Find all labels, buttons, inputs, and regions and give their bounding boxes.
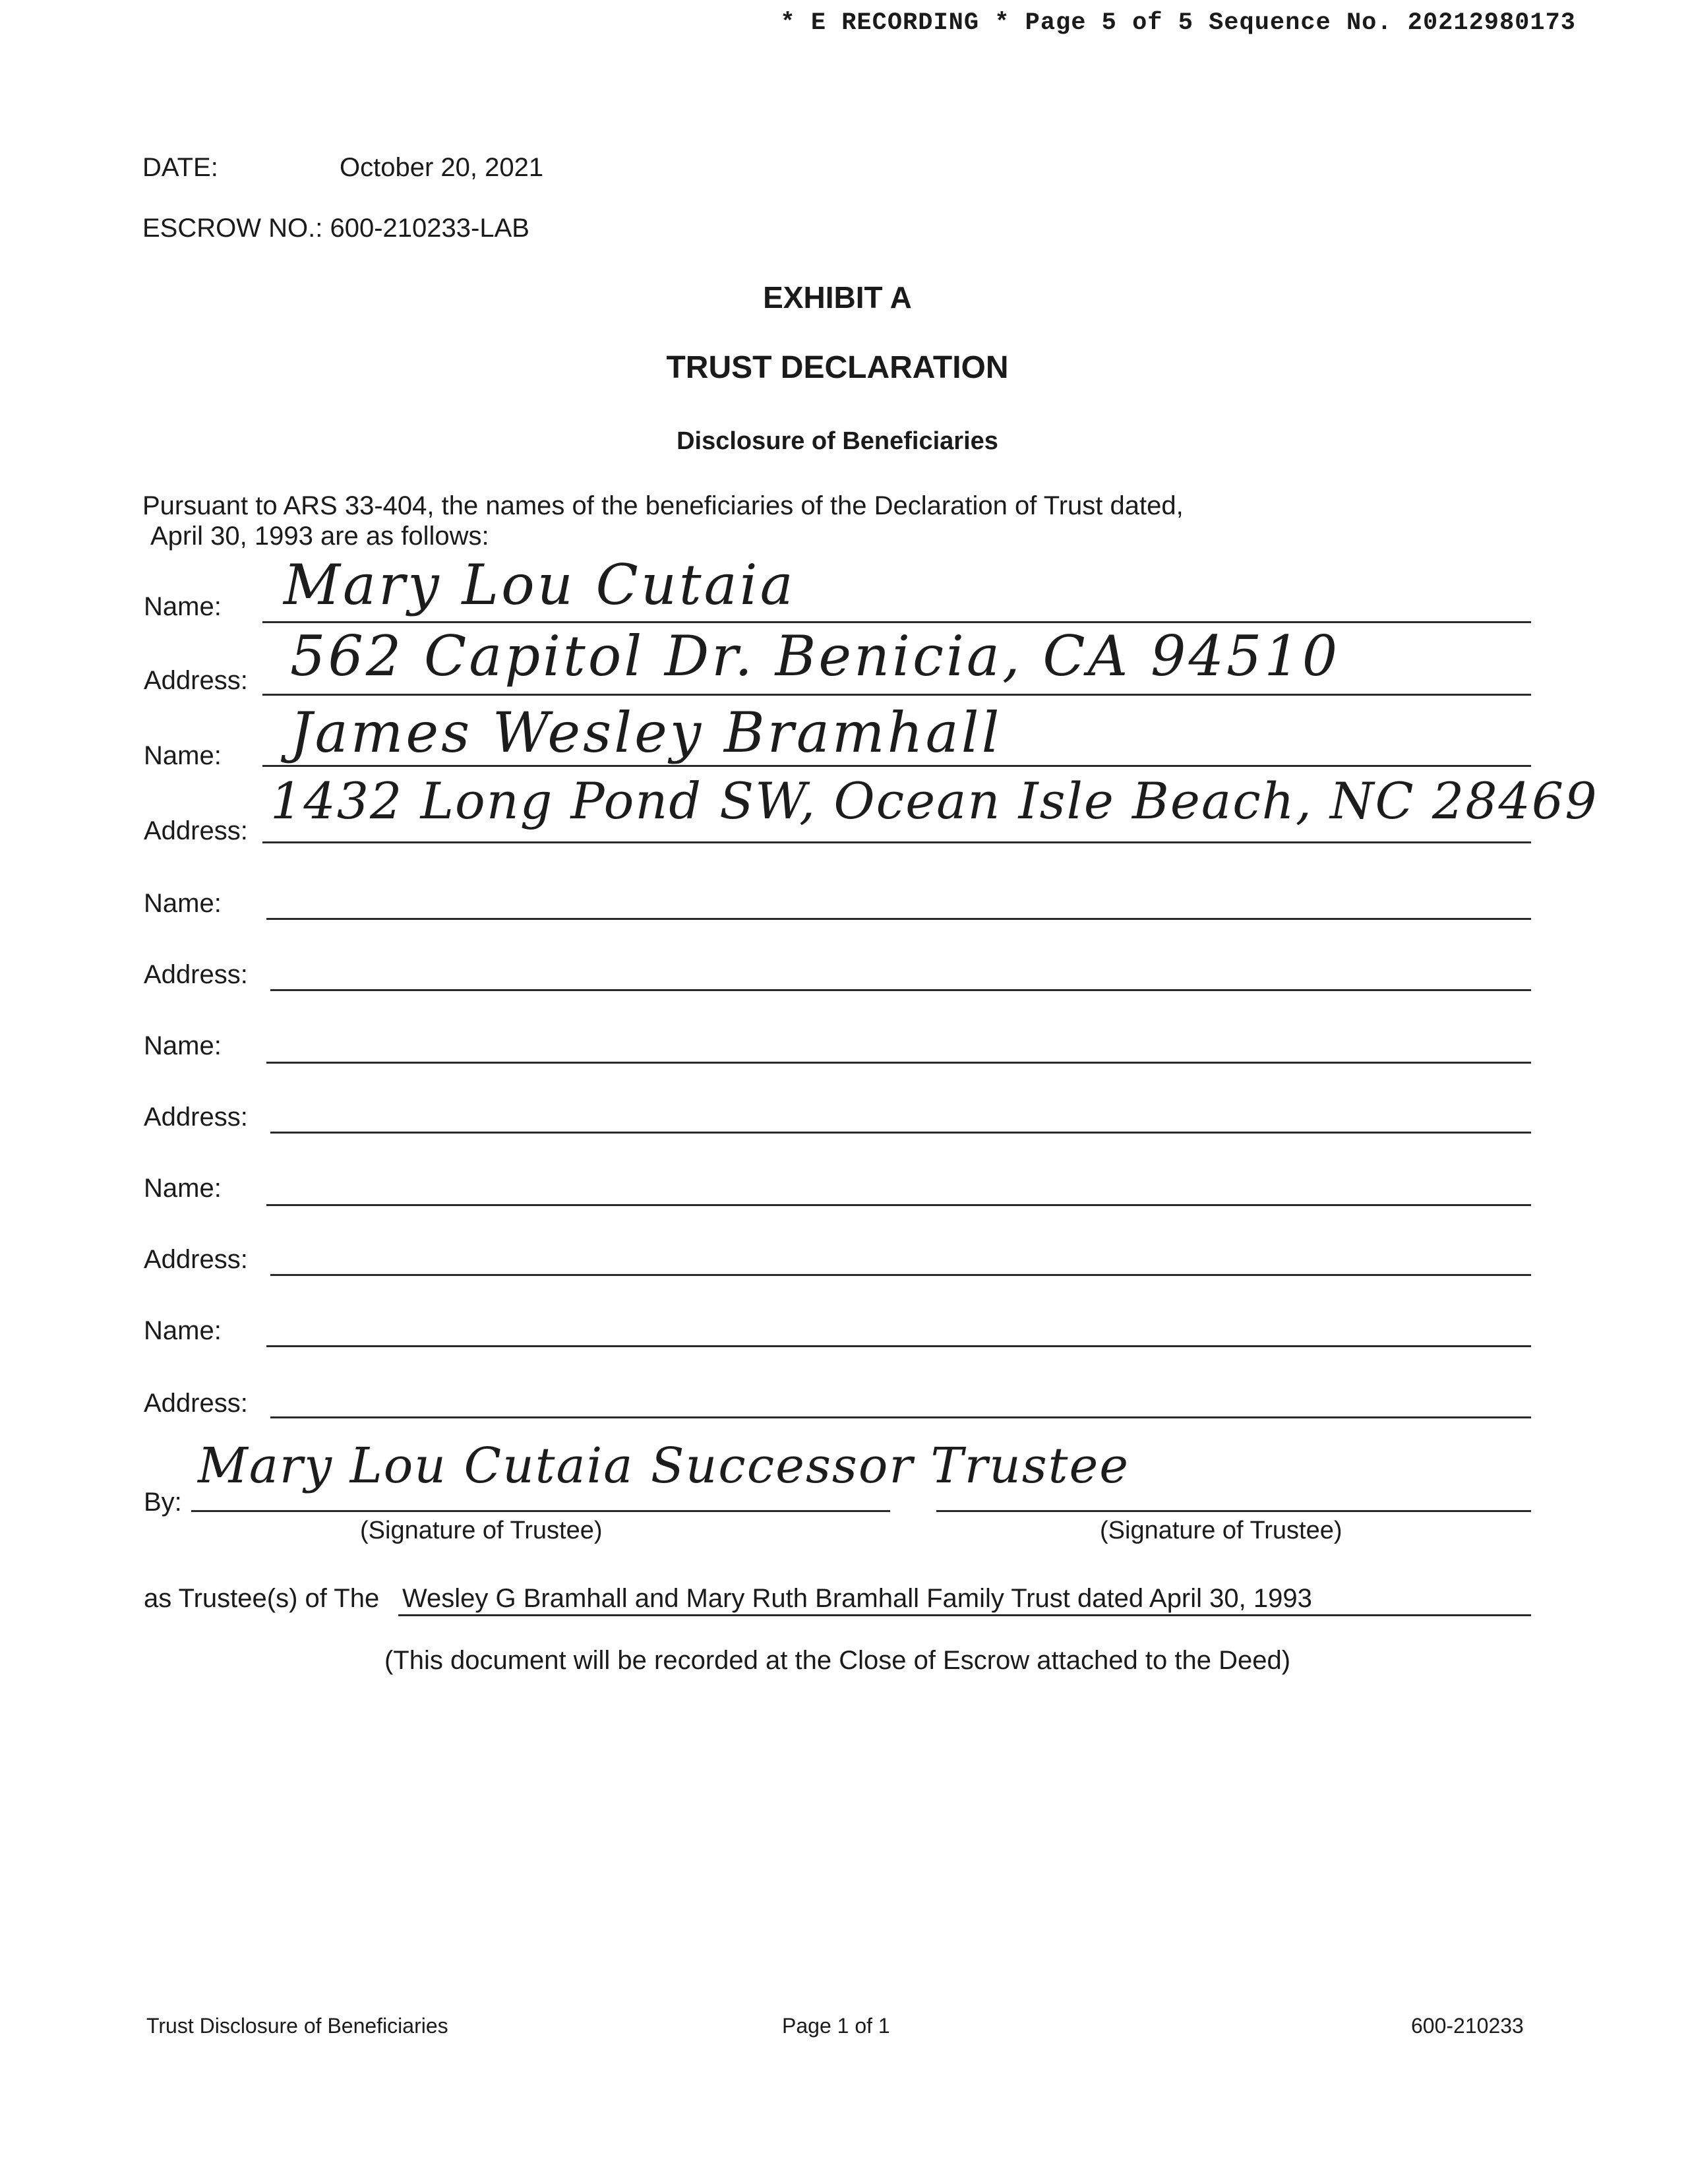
field-label-5: Name: <box>144 889 222 918</box>
field-label-6: Address: <box>144 960 248 989</box>
field-label-3: Name: <box>144 741 222 770</box>
intro-line-2: April 30, 1993 are as follows: <box>150 522 489 551</box>
field-line-12 <box>270 1416 1531 1418</box>
footer-page-number: Page 1 of 1 <box>782 2014 890 2038</box>
trust-name-line <box>398 1614 1531 1616</box>
date-value: October 20, 2021 <box>340 153 544 182</box>
date-label: DATE: <box>142 153 218 182</box>
handwritten-address-1: 562 Capitol Dr. Benicia, CA 94510 <box>290 624 1341 688</box>
field-line-4 <box>262 841 1531 843</box>
intro-line-1: Pursuant to ARS 33-404, the names of the beneficiaries of the Declaration of Trust dated, <box>142 491 1184 520</box>
escrow-number <box>142 214 529 243</box>
footer-right: 600-210233 <box>1411 2014 1524 2038</box>
escrow-value: 600-210233-LAB <box>330 214 529 243</box>
by-label: By: <box>144 1488 182 1517</box>
recording-stamp: * E RECORDING * Page 5 of 5 Sequence No. 20212980173 <box>780 9 1576 37</box>
handwritten-name-1: Mary Lou Cutaia <box>284 553 796 617</box>
exhibit-title: EXHIBIT A <box>763 280 912 315</box>
field-line-6 <box>270 989 1531 991</box>
signature-caption-right: (Signature of Trustee) <box>1100 1517 1342 1544</box>
recording-note: (This document will be recorded at the Close of Escrow attached to the Deed) <box>384 1646 1291 1675</box>
signature-line-left <box>191 1510 890 1512</box>
field-line-7 <box>266 1062 1531 1064</box>
field-line-11 <box>266 1345 1531 1347</box>
field-label-10: Address: <box>144 1245 248 1274</box>
escrow-label: ESCROW NO.: <box>142 214 323 243</box>
trustee-signature: Mary Lou Cutaia Successor Trustee <box>198 1438 1130 1494</box>
handwritten-address-2: 1432 Long Pond SW, Ocean Isle Beach, NC 28469 <box>270 772 1598 830</box>
field-label-12: Address: <box>144 1389 248 1418</box>
intro-paragraph <box>142 491 1184 551</box>
footer-left: Trust Disclosure of Beneficiaries <box>146 2014 448 2038</box>
field-label-7: Name: <box>144 1031 222 1060</box>
field-label-11: Name: <box>144 1316 222 1345</box>
field-line-8 <box>270 1132 1531 1134</box>
field-label-8: Address: <box>144 1103 248 1132</box>
trustee-label: as Trustee(s) of The <box>144 1584 380 1613</box>
field-label-9: Name: <box>144 1174 222 1203</box>
field-label-2: Address: <box>144 666 248 695</box>
handwritten-name-2: James Wesley Bramhall <box>290 700 1002 765</box>
field-label-4: Address: <box>144 816 248 845</box>
field-line-1 <box>262 621 1531 623</box>
field-line-2 <box>262 694 1531 696</box>
field-label-1: Name: <box>144 592 222 621</box>
field-line-3 <box>262 765 1531 767</box>
document-title: TRUST DECLARATION <box>666 350 1009 385</box>
signature-line-right <box>936 1510 1531 1512</box>
field-line-5 <box>266 918 1531 920</box>
document-subtitle: Disclosure of Beneficiaries <box>677 427 998 455</box>
trust-name: Wesley G Bramhall and Mary Ruth Bramhall Family Trust dated April 30, 1993 <box>402 1584 1312 1613</box>
signature-caption-left: (Signature of Trustee) <box>360 1517 603 1544</box>
field-line-10 <box>270 1274 1531 1276</box>
field-line-9 <box>266 1204 1531 1206</box>
